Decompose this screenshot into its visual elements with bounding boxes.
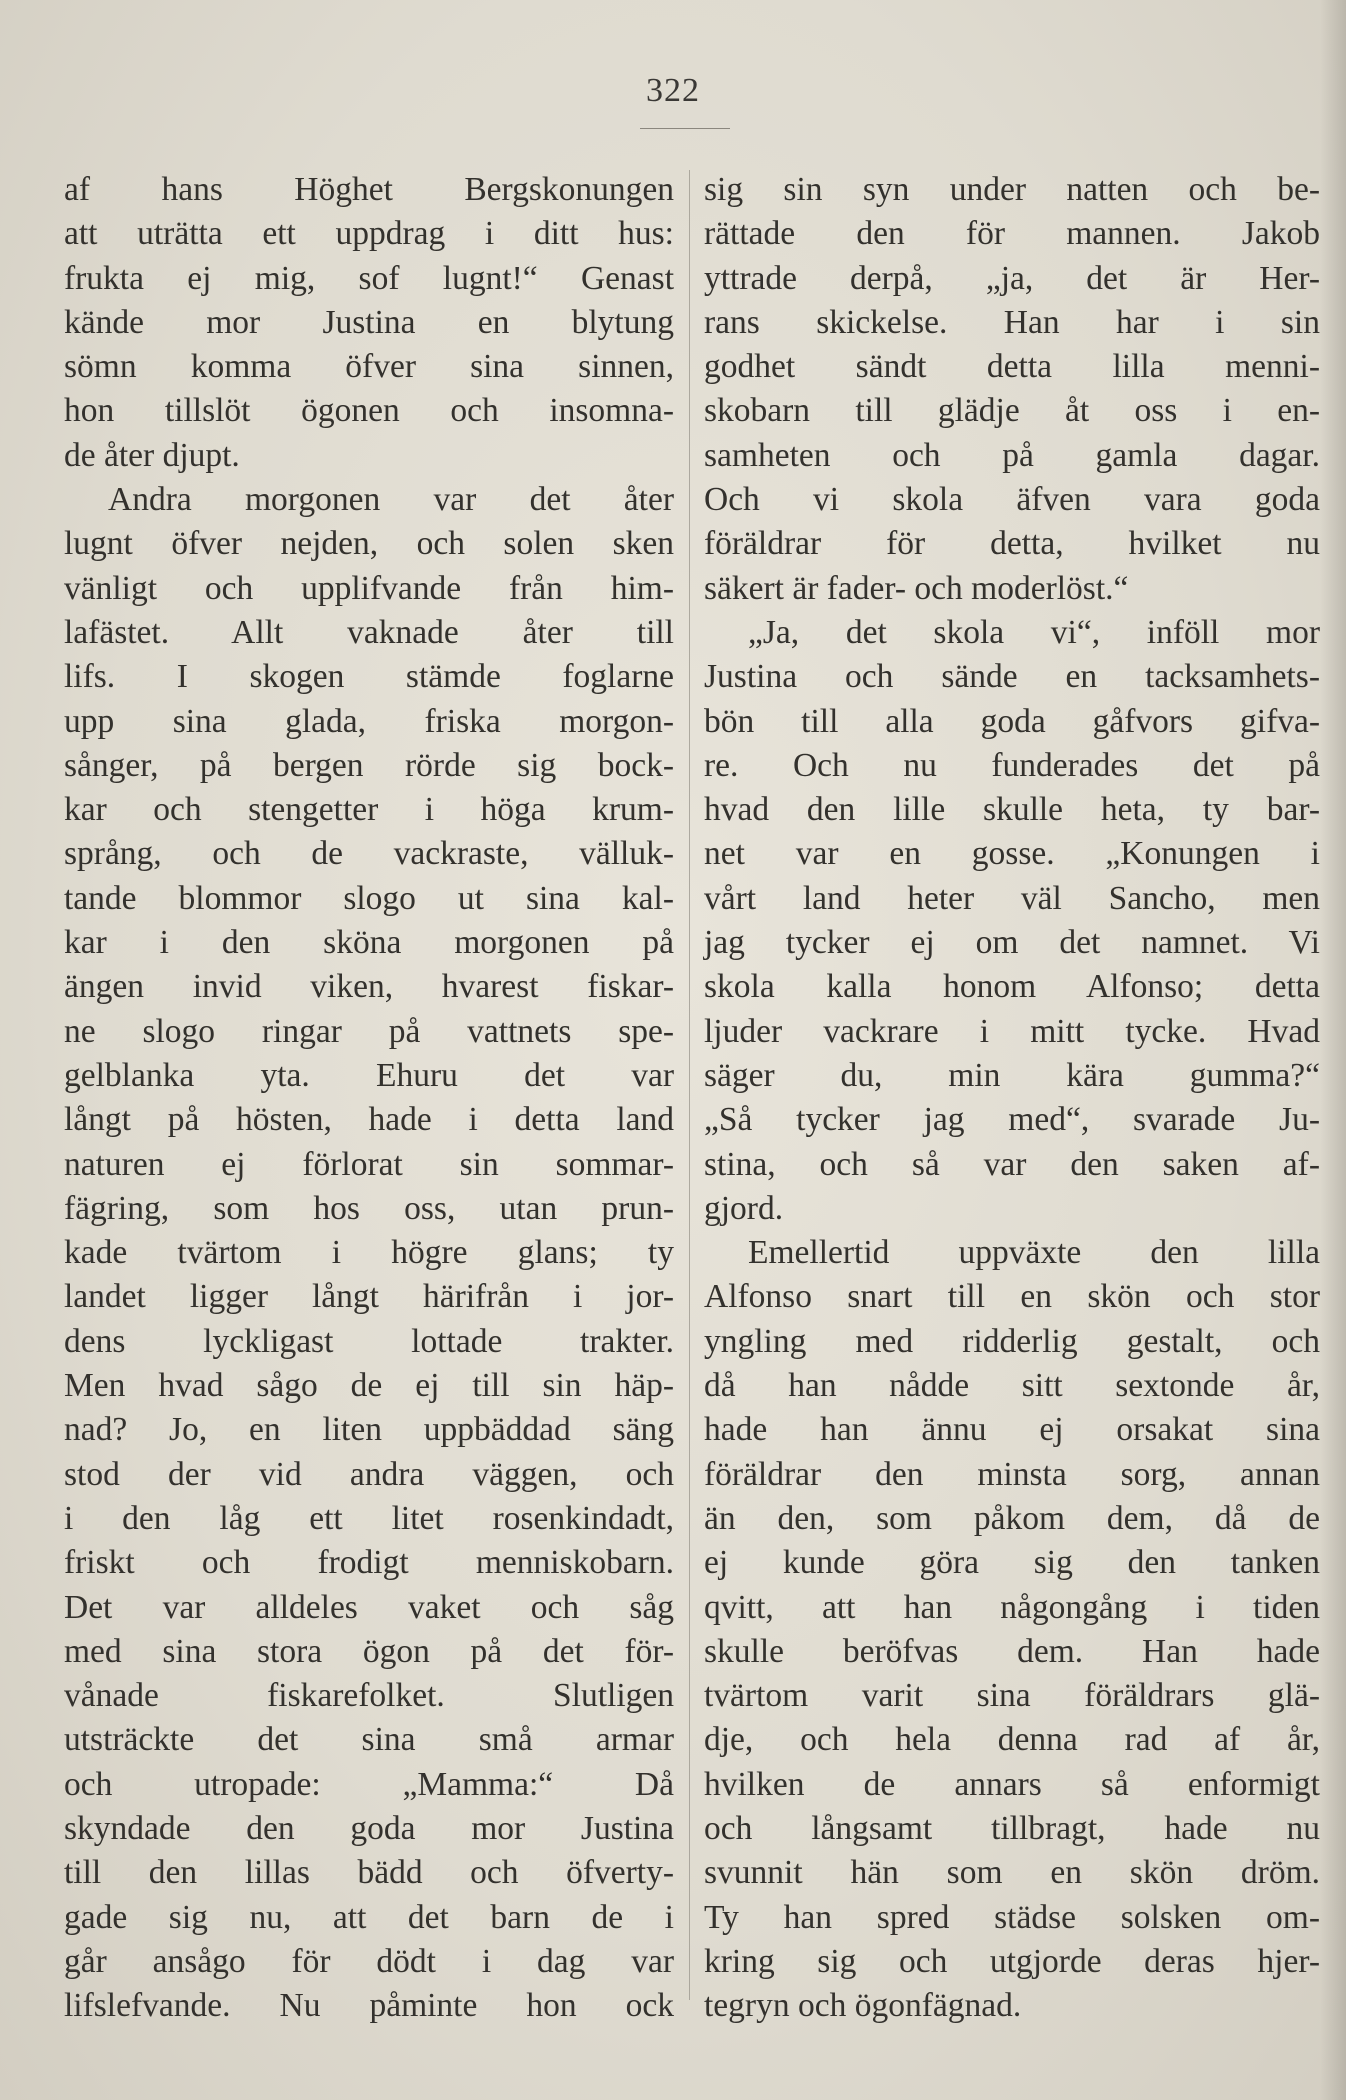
text-line: hvilken de annars så enformigt: [704, 1765, 1320, 1803]
text-line: frukta ej mig, sof lugnt!“ Genast: [64, 259, 674, 297]
text-line: kar och stengetter i höga krum-: [64, 791, 674, 829]
text-line: stod der vid andra väggen, och: [64, 1455, 674, 1493]
text-line: Alfonso snart till en skön och stor: [704, 1278, 1320, 1316]
text-line: hvad den lille skulle heta, ty bar-: [704, 791, 1320, 829]
text-line: vårt land heter väl Sancho, men: [704, 879, 1320, 917]
text-line: rättade den för mannen. Jakob: [704, 215, 1320, 253]
text-line: tegryn och ögonfägnad.: [704, 1987, 1022, 2025]
text-line: kar i den sköna morgonen på: [64, 924, 674, 962]
text-column-right: [704, 168, 1320, 2028]
text-line: och utropade: „Mamma:“ Då: [64, 1765, 674, 1803]
text-line: tande blommor slogo ut sina kal-: [64, 879, 674, 917]
text-line: ljuder vackrare i mitt tycke. Hvad: [704, 1012, 1320, 1050]
text-line: skyndade den goda mor Justina: [64, 1809, 674, 1847]
text-line: jag tycker ej om det namnet. Vi: [704, 924, 1320, 962]
column-divider: [689, 170, 690, 2000]
text-line: gjord.: [704, 1189, 784, 1227]
text-line: sig sin syn under natten och be-: [704, 171, 1320, 208]
text-line: att uträtta ett uppdrag i ditt hus:: [64, 215, 674, 253]
text-line: hon tillslöt ögonen och insomna-: [64, 392, 674, 430]
text-line: Det var alldeles vaket och såg: [64, 1588, 674, 1626]
text-line: och långsamt tillbragt, hade nu: [704, 1809, 1320, 1847]
page-edge-shadow: [1320, 0, 1346, 2100]
text-line: kade tvärtom i högre glans; ty: [64, 1234, 674, 1272]
text-line: Emellertid uppväxte den lilla: [748, 1234, 1320, 1272]
text-line: lafästet. Allt vaknade åter till: [64, 613, 674, 651]
text-line: föräldrar för detta, hvilket nu: [704, 525, 1320, 563]
text-line: föräldrar den minsta sorg, annan: [704, 1455, 1320, 1493]
text-line: net var en gosse. „Konungen i: [704, 835, 1320, 873]
text-line: ej kunde göra sig den tanken: [704, 1544, 1320, 1582]
text-line: vånade fiskarefolket. Slutligen: [64, 1677, 674, 1715]
text-line: fägring, som hos oss, utan prun-: [64, 1189, 674, 1227]
text-line: gelblanka yta. Ehuru det var: [64, 1056, 674, 1094]
text-line: med sina stora ögon på det för-: [64, 1632, 674, 1670]
text-line: kring sig och utgjorde deras hjer-: [704, 1942, 1320, 1980]
text-line: svunnit hän som en skön dröm.: [704, 1854, 1320, 1892]
text-line: „Ja, det skola vi“, inföll mor: [748, 613, 1320, 651]
text-line: Andra morgonen var det åter: [108, 481, 674, 519]
text-line: friskt och frodigt menniskobarn.: [64, 1544, 674, 1582]
text-line: sånger, på bergen rörde sig bock-: [64, 746, 674, 784]
text-line: gade sig nu, att det barn de i: [64, 1898, 674, 1936]
text-line: lifs. I skogen stämde foglarne: [64, 658, 674, 696]
text-line: Och vi skola äfven vara goda: [704, 481, 1320, 519]
text-line: skobarn till glädje åt oss i en-: [704, 392, 1320, 430]
text-line: skola kalla honom Alfonso; detta: [704, 968, 1320, 1006]
header-rule: [640, 128, 730, 129]
text-line: yngling med ridderlig gestalt, och: [704, 1322, 1320, 1360]
text-line: ängen invid viken, hvarest fiskar-: [64, 968, 674, 1006]
text-line: långt på hösten, hade i detta land: [64, 1101, 674, 1139]
text-line: nad? Jo, en liten uppbäddad säng: [64, 1411, 674, 1449]
text-line: re. Och nu funderades det på: [704, 746, 1320, 784]
text-line: i den låg ett litet rosenkindadt,: [64, 1499, 674, 1537]
text-line: lugnt öfver nejden, och solen sken: [64, 525, 674, 563]
text-line: lifslefvande. Nu påminte hon ock: [64, 1987, 674, 2025]
text-line: qvitt, att han någongång i tiden: [704, 1588, 1320, 1626]
page-number: 322: [646, 72, 700, 109]
text-line: Ty han spred städse solsken om-: [704, 1898, 1320, 1936]
text-line: rans skickelse. Han har i sin: [704, 303, 1320, 341]
text-line: språng, och de vackraste, välluk-: [64, 835, 674, 873]
text-line: upp sina glada, friska morgon-: [64, 702, 674, 740]
text-line: ne slogo ringar på vattnets spe-: [64, 1012, 674, 1050]
text-line: landet ligger långt härifrån i jor-: [64, 1278, 674, 1316]
text-line: säkert är fader- och moderlöst.“: [704, 569, 1129, 607]
text-line: bön till alla goda gåfvors gifva-: [704, 702, 1320, 740]
text-line: sömn komma öfver sina sinnen,: [64, 348, 674, 386]
text-line: utsträckte det sina små armar: [64, 1721, 674, 1759]
text-line: till den lillas bädd och öfverty-: [64, 1854, 674, 1892]
text-line: skulle beröfvas dem. Han hade: [704, 1632, 1320, 1670]
text-line: yttrade derpå, „ja, det är Her-: [704, 259, 1320, 297]
text-line: går ansågo för dödt i dag var: [64, 1942, 674, 1980]
text-line: än den, som påkom dem, då de: [704, 1499, 1320, 1537]
text-line: samheten och på gamla dagar.: [704, 436, 1320, 474]
text-line: de åter djupt.: [64, 436, 240, 474]
text-line: dje, och hela denna rad af år,: [704, 1721, 1320, 1759]
text-line: Justina och sände en tacksamhets-: [704, 658, 1320, 696]
text-line: af hans Höghet Bergskonungen: [64, 171, 674, 208]
text-line: naturen ej förlorat sin sommar-: [64, 1145, 674, 1183]
text-line: hade han ännu ej orsakat sina: [704, 1411, 1320, 1449]
text-line: tvärtom varit sina föräldrars glä-: [704, 1677, 1320, 1715]
text-line: Men hvad sågo de ej till sin häp-: [64, 1367, 674, 1405]
text-line: vänligt och upplifvande från him-: [64, 569, 674, 607]
text-line: „Så tycker jag med“, svarade Ju-: [704, 1101, 1320, 1139]
text-line: då han nådde sitt sextonde år,: [704, 1367, 1320, 1405]
text-line: godhet sändt detta lilla menni-: [704, 348, 1320, 386]
text-line: säger du, min kära gumma?“: [704, 1056, 1320, 1094]
text-line: kände mor Justina en blytung: [64, 303, 674, 341]
text-line: stina, och så var den saken af-: [704, 1145, 1320, 1183]
text-column-left: [64, 168, 674, 2028]
text-line: dens lyckligast lottade trakter.: [64, 1322, 674, 1360]
